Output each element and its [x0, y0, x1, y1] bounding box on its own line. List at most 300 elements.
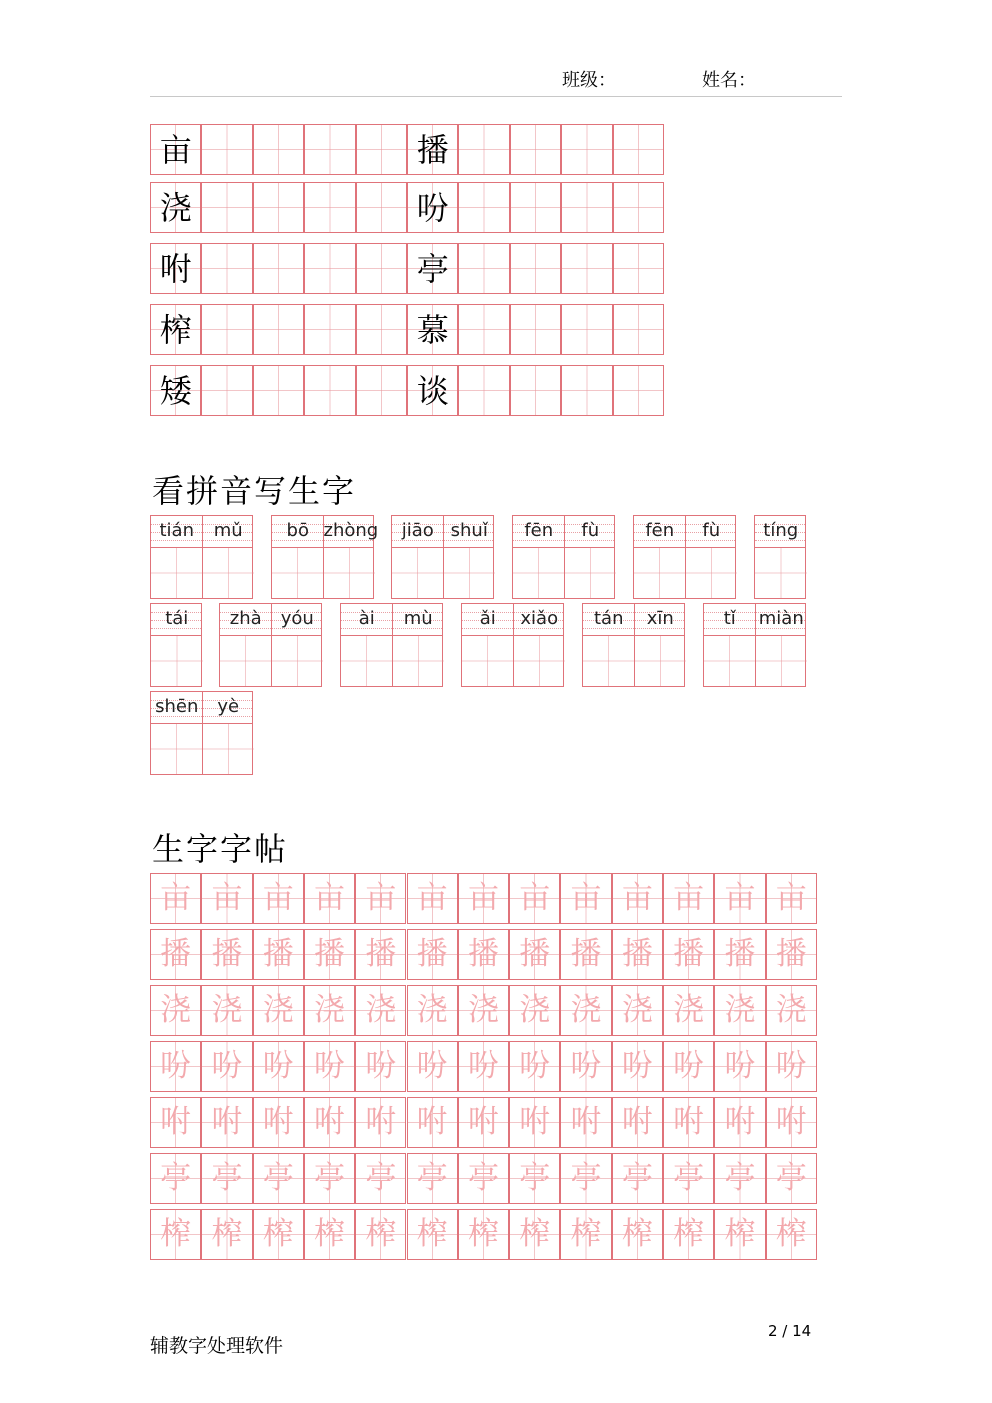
pinyin-row [151, 692, 252, 724]
model-character: 慕 [416, 310, 449, 349]
trace-character: 咐 [314, 1104, 346, 1140]
answer-cell[interactable] [151, 548, 203, 598]
trace-cell[interactable] [560, 929, 611, 980]
header-divider [150, 96, 842, 97]
pinyin-row [462, 604, 563, 636]
pinyin-divider [271, 604, 272, 636]
trace-cell[interactable] [407, 1209, 458, 1260]
trace-character: 吩 [160, 1048, 192, 1084]
trace-character: 吩 [570, 1048, 602, 1084]
trace-character: 播 [314, 936, 346, 972]
trace-cell[interactable] [560, 1153, 611, 1204]
practice-cell[interactable] [458, 304, 509, 355]
trace-character: 咐 [365, 1104, 397, 1140]
model-character: 播 [416, 130, 449, 169]
trace-cell[interactable] [714, 929, 765, 980]
trace-cell[interactable] [201, 1153, 252, 1204]
trace-character: 榨 [416, 1216, 448, 1252]
trace-cell[interactable] [560, 873, 611, 924]
trace-character: 亩 [467, 880, 499, 916]
trace-character: 播 [570, 936, 602, 972]
practice-cell[interactable] [613, 365, 664, 416]
trace-cell[interactable] [509, 873, 560, 924]
answer-cell[interactable] [634, 548, 686, 598]
trace-character: 咐 [724, 1104, 756, 1140]
answer-cell[interactable] [272, 636, 324, 686]
trace-cell[interactable] [150, 873, 201, 924]
trace-character: 亩 [570, 880, 602, 916]
trace-cell[interactable] [458, 1097, 509, 1148]
trace-character: 亩 [519, 880, 551, 916]
trace-cell[interactable] [150, 929, 201, 980]
answer-cell[interactable] [704, 636, 756, 686]
practice-cell[interactable] [407, 304, 458, 355]
trace-character: 吩 [314, 1048, 346, 1084]
trace-cell[interactable] [663, 1097, 714, 1148]
trace-cell[interactable] [407, 873, 458, 924]
trace-cell[interactable] [150, 1153, 201, 1204]
practice-cell[interactable] [561, 243, 612, 294]
trace-cell[interactable] [612, 1209, 663, 1260]
trace-cell[interactable] [304, 1041, 355, 1092]
trace-cell[interactable] [355, 1097, 406, 1148]
answer-cell[interactable] [513, 548, 565, 598]
trace-cell[interactable] [714, 1153, 765, 1204]
answer-cell[interactable] [444, 548, 496, 598]
trace-cell[interactable] [714, 985, 765, 1036]
trace-character: 亭 [570, 1160, 602, 1196]
trace-character: 咐 [570, 1104, 602, 1140]
answer-cell[interactable] [151, 636, 203, 686]
trace-character: 榨 [724, 1216, 756, 1252]
trace-cell[interactable] [509, 985, 560, 1036]
trace-character: 咐 [160, 1104, 192, 1140]
trace-cell[interactable] [560, 985, 611, 1036]
trace-cell[interactable] [766, 1097, 817, 1148]
trace-character: 亩 [314, 880, 346, 916]
trace-cell[interactable] [612, 873, 663, 924]
trace-character: 亭 [467, 1160, 499, 1196]
trace-cell[interactable] [253, 1097, 304, 1148]
trace-cell[interactable] [714, 1209, 765, 1260]
pinyin-section-title: 看拼音写生字 [152, 472, 357, 510]
answer-cell[interactable] [565, 548, 617, 598]
pinyin-divider [202, 516, 203, 548]
trace-cell[interactable] [253, 873, 304, 924]
practice-cell[interactable] [356, 243, 407, 294]
pinyin-row [755, 516, 805, 548]
practice-cell[interactable] [304, 304, 355, 355]
trace-cell[interactable] [304, 929, 355, 980]
practice-cell[interactable] [201, 124, 252, 175]
trace-character: 榨 [570, 1216, 602, 1252]
trace-character: 亭 [365, 1160, 397, 1196]
practice-cell[interactable] [253, 124, 304, 175]
practice-cell[interactable] [201, 304, 252, 355]
pinyin-row [151, 516, 252, 548]
trace-cell[interactable] [304, 985, 355, 1036]
trace-cell[interactable] [714, 1097, 765, 1148]
trace-cell[interactable] [663, 873, 714, 924]
trace-character: 亩 [211, 880, 243, 916]
pinyin-syllable: fù [581, 520, 600, 541]
answer-cell[interactable] [151, 724, 203, 774]
trace-character: 播 [621, 936, 653, 972]
trace-cell[interactable] [355, 1041, 406, 1092]
practice-cell[interactable] [253, 182, 304, 233]
trace-cell[interactable] [509, 1041, 560, 1092]
trace-cell[interactable] [355, 929, 406, 980]
answer-cell[interactable] [756, 636, 808, 686]
answer-cell[interactable] [341, 636, 393, 686]
practice-cell[interactable] [150, 243, 201, 294]
pinyin-syllable: ài [358, 608, 375, 629]
trace-cell[interactable] [201, 1209, 252, 1260]
trace-character: 浇 [262, 992, 294, 1028]
trace-cell[interactable] [458, 1041, 509, 1092]
trace-character: 吩 [724, 1048, 756, 1084]
answer-cell[interactable] [686, 548, 738, 598]
pinyin-divider [564, 516, 565, 548]
practice-cell[interactable] [201, 365, 252, 416]
practice-cell[interactable] [613, 243, 664, 294]
trace-character: 咐 [621, 1104, 653, 1140]
trace-character: 榨 [262, 1216, 294, 1252]
trace-character: 亭 [673, 1160, 705, 1196]
practice-cell[interactable] [407, 243, 458, 294]
trace-character: 吩 [211, 1048, 243, 1084]
trace-cell[interactable] [663, 985, 714, 1036]
pinyin-syllable: zhà [229, 608, 262, 629]
trace-cell[interactable] [663, 1153, 714, 1204]
practice-cell[interactable] [150, 182, 201, 233]
footer-software-name: 辅教字处理软件 [150, 1335, 284, 1357]
answer-cell[interactable] [755, 548, 807, 598]
practice-cell[interactable] [561, 182, 612, 233]
answer-cell[interactable] [272, 548, 324, 598]
practice-cell[interactable] [458, 243, 509, 294]
pinyin-syllable: shuǐ [450, 520, 488, 541]
answer-cell[interactable] [203, 724, 255, 774]
answer-cell[interactable] [393, 636, 445, 686]
trace-character: 浇 [724, 992, 756, 1028]
trace-cell[interactable] [304, 1153, 355, 1204]
practice-cell[interactable] [561, 124, 612, 175]
practice-cell[interactable] [304, 124, 355, 175]
pinyin-divider [755, 604, 756, 636]
trace-cell[interactable] [150, 1209, 201, 1260]
pinyin-row [341, 604, 442, 636]
trace-cell[interactable] [509, 1097, 560, 1148]
pinyin-word-box [703, 603, 806, 687]
pinyin-syllable: shēn [155, 696, 199, 717]
trace-character: 亭 [519, 1160, 551, 1196]
trace-character: 吩 [467, 1048, 499, 1084]
answer-cell[interactable] [514, 636, 566, 686]
trace-cell[interactable] [253, 1209, 304, 1260]
trace-cell[interactable] [612, 1097, 663, 1148]
practice-cell[interactable] [150, 365, 201, 416]
pinyin-divider [513, 604, 514, 636]
practice-cell[interactable] [304, 365, 355, 416]
answer-cell[interactable] [324, 548, 376, 598]
trace-character: 播 [775, 936, 807, 972]
pinyin-word-box [754, 515, 806, 599]
trace-character: 咐 [673, 1104, 705, 1140]
pinyin-row [704, 604, 805, 636]
trace-character: 播 [160, 936, 192, 972]
practice-cell[interactable] [510, 124, 561, 175]
practice-cell[interactable] [510, 182, 561, 233]
trace-cell[interactable] [253, 1041, 304, 1092]
practice-cell[interactable] [561, 365, 612, 416]
trace-character: 亭 [621, 1160, 653, 1196]
model-character: 亭 [416, 249, 449, 288]
pinyin-syllable: tǐ [723, 608, 736, 629]
trace-character: 亩 [160, 880, 192, 916]
trace-character: 亩 [775, 880, 807, 916]
pinyin-syllable: xiǎo [520, 608, 559, 629]
model-character: 咐 [159, 249, 192, 288]
answer-cell[interactable] [220, 636, 272, 686]
trace-cell[interactable] [766, 873, 817, 924]
trace-character: 亭 [314, 1160, 346, 1196]
trace-cell[interactable] [458, 1153, 509, 1204]
practice-cell[interactable] [253, 304, 304, 355]
trace-character: 浇 [519, 992, 551, 1028]
trace-character: 亩 [262, 880, 294, 916]
name-label: 姓名： [702, 70, 756, 91]
pinyin-syllable: ǎi [479, 608, 496, 629]
answer-cell[interactable] [635, 636, 687, 686]
trace-cell[interactable] [458, 873, 509, 924]
trace-cell[interactable] [458, 985, 509, 1036]
trace-cell[interactable] [509, 1209, 560, 1260]
pinyin-syllable: tián [159, 520, 194, 541]
trace-character: 浇 [775, 992, 807, 1028]
pinyin-syllable: miàn [758, 608, 804, 629]
trace-character: 浇 [416, 992, 448, 1028]
trace-cell[interactable] [407, 929, 458, 980]
trace-cell[interactable] [304, 1209, 355, 1260]
practice-cell[interactable] [458, 124, 509, 175]
trace-cell[interactable] [766, 929, 817, 980]
trace-cell[interactable] [355, 873, 406, 924]
trace-character: 咐 [519, 1104, 551, 1140]
trace-cell[interactable] [612, 929, 663, 980]
trace-character: 播 [724, 936, 756, 972]
trace-cell[interactable] [560, 1097, 611, 1148]
trace-character: 亩 [673, 880, 705, 916]
trace-cell[interactable] [253, 1153, 304, 1204]
pinyin-syllable: zhòng [323, 520, 379, 541]
practice-cell[interactable] [561, 304, 612, 355]
class-label: 班级： [562, 70, 616, 91]
trace-cell[interactable] [407, 1097, 458, 1148]
trace-cell[interactable] [560, 1041, 611, 1092]
trace-cell[interactable] [150, 1097, 201, 1148]
trace-cell[interactable] [201, 985, 252, 1036]
practice-cell[interactable] [407, 365, 458, 416]
trace-character: 咐 [262, 1104, 294, 1140]
practice-cell[interactable] [201, 182, 252, 233]
trace-cell[interactable] [458, 929, 509, 980]
trace-character: 榨 [519, 1216, 551, 1252]
pinyin-syllable: mǔ [213, 520, 243, 541]
trace-cell[interactable] [560, 1209, 611, 1260]
trace-cell[interactable] [612, 1153, 663, 1204]
trace-character: 吩 [365, 1048, 397, 1084]
trace-cell[interactable] [407, 1153, 458, 1204]
page-number: 2 / 14 [768, 1322, 812, 1340]
pinyin-syllable: yè [217, 696, 240, 717]
trace-cell[interactable] [407, 985, 458, 1036]
trace-cell[interactable] [355, 985, 406, 1036]
trace-character: 播 [467, 936, 499, 972]
trace-character: 榨 [621, 1216, 653, 1252]
trace-cell[interactable] [355, 1209, 406, 1260]
practice-cell[interactable] [510, 304, 561, 355]
trace-character: 榨 [314, 1216, 346, 1252]
trace-character: 榨 [467, 1216, 499, 1252]
practice-cell[interactable] [304, 182, 355, 233]
trace-cell[interactable] [150, 1041, 201, 1092]
pinyin-syllable: fēn [524, 520, 554, 541]
pinyin-syllable: mù [403, 608, 433, 629]
trace-cell[interactable] [663, 1041, 714, 1092]
trace-character: 播 [673, 936, 705, 972]
trace-cell[interactable] [201, 873, 252, 924]
pinyin-word-box [461, 603, 564, 687]
trace-character: 浇 [570, 992, 602, 1028]
trace-cell[interactable] [766, 985, 817, 1036]
trace-character: 播 [211, 936, 243, 972]
trace-cell[interactable] [304, 873, 355, 924]
practice-cell[interactable] [613, 182, 664, 233]
trace-cell[interactable] [766, 1041, 817, 1092]
trace-character: 榨 [775, 1216, 807, 1252]
model-character: 谈 [416, 371, 449, 410]
pinyin-divider [685, 516, 686, 548]
trace-character: 浇 [621, 992, 653, 1028]
trace-cell[interactable] [766, 1153, 817, 1204]
trace-cell[interactable] [150, 985, 201, 1036]
practice-cell[interactable] [613, 124, 664, 175]
trace-cell[interactable] [407, 1041, 458, 1092]
trace-cell[interactable] [612, 1041, 663, 1092]
answer-cell[interactable] [392, 548, 444, 598]
trace-cell[interactable] [201, 929, 252, 980]
trace-cell[interactable] [201, 1097, 252, 1148]
pinyin-word-box [340, 603, 443, 687]
practice-cell[interactable] [613, 304, 664, 355]
pinyin-word-box [512, 515, 615, 599]
trace-cell[interactable] [253, 929, 304, 980]
trace-character: 咐 [211, 1104, 243, 1140]
trace-cell[interactable] [663, 929, 714, 980]
trace-character: 浇 [211, 992, 243, 1028]
trace-character: 吩 [673, 1048, 705, 1084]
pinyin-row [634, 516, 735, 548]
trace-character: 播 [519, 936, 551, 972]
trace-cell[interactable] [355, 1153, 406, 1204]
pinyin-row [513, 516, 614, 548]
trace-character: 浇 [365, 992, 397, 1028]
trace-character: 亭 [262, 1160, 294, 1196]
practice-cell[interactable] [304, 243, 355, 294]
trace-cell[interactable] [714, 873, 765, 924]
practice-cell[interactable] [356, 304, 407, 355]
practice-cell[interactable] [510, 243, 561, 294]
practice-cell[interactable] [356, 124, 407, 175]
practice-cell[interactable] [201, 243, 252, 294]
trace-cell[interactable] [304, 1097, 355, 1148]
pinyin-syllable: tíng [763, 520, 799, 541]
answer-cell[interactable] [203, 548, 255, 598]
practice-cell[interactable] [510, 365, 561, 416]
practice-cell[interactable] [356, 182, 407, 233]
practice-cell[interactable] [150, 124, 201, 175]
trace-cell[interactable] [509, 929, 560, 980]
pinyin-row [272, 516, 379, 548]
trace-character: 浇 [160, 992, 192, 1028]
practice-cell[interactable] [407, 124, 458, 175]
practice-cell[interactable] [407, 182, 458, 233]
trace-character: 播 [416, 936, 448, 972]
model-character: 浇 [159, 188, 192, 227]
trace-cell[interactable] [612, 985, 663, 1036]
pinyin-syllable: tán [594, 608, 624, 629]
trace-cell[interactable] [201, 1041, 252, 1092]
trace-character: 亭 [775, 1160, 807, 1196]
pinyin-word-box [633, 515, 736, 599]
practice-cell[interactable] [253, 365, 304, 416]
trace-cell[interactable] [253, 985, 304, 1036]
pinyin-word-box [150, 515, 253, 599]
pinyin-word-box [582, 603, 685, 687]
trace-cell[interactable] [509, 1153, 560, 1204]
trace-character: 吩 [416, 1048, 448, 1084]
pinyin-syllable: yóu [280, 608, 314, 629]
trace-cell[interactable] [458, 1209, 509, 1260]
trace-cell[interactable] [714, 1041, 765, 1092]
trace-character: 亩 [621, 880, 653, 916]
trace-character: 亭 [724, 1160, 756, 1196]
pinyin-row [392, 516, 493, 548]
pinyin-row [220, 604, 321, 636]
trace-cell[interactable] [766, 1209, 817, 1260]
trace-character: 吩 [262, 1048, 294, 1084]
answer-cell[interactable] [583, 636, 635, 686]
pinyin-word-box [271, 515, 379, 599]
practice-cell[interactable] [150, 304, 201, 355]
model-character: 吩 [416, 188, 449, 227]
model-character: 榨 [159, 310, 192, 349]
trace-character: 榨 [673, 1216, 705, 1252]
trace-character: 浇 [673, 992, 705, 1028]
trace-character: 亭 [416, 1160, 448, 1196]
trace-cell[interactable] [663, 1209, 714, 1260]
trace-character: 榨 [211, 1216, 243, 1252]
practice-cell[interactable] [458, 182, 509, 233]
pinyin-word-box [150, 603, 202, 687]
practice-cell[interactable] [458, 365, 509, 416]
answer-cell[interactable] [462, 636, 514, 686]
trace-character: 亭 [160, 1160, 192, 1196]
practice-cell[interactable] [356, 365, 407, 416]
trace-character: 咐 [467, 1104, 499, 1140]
practice-cell[interactable] [253, 243, 304, 294]
